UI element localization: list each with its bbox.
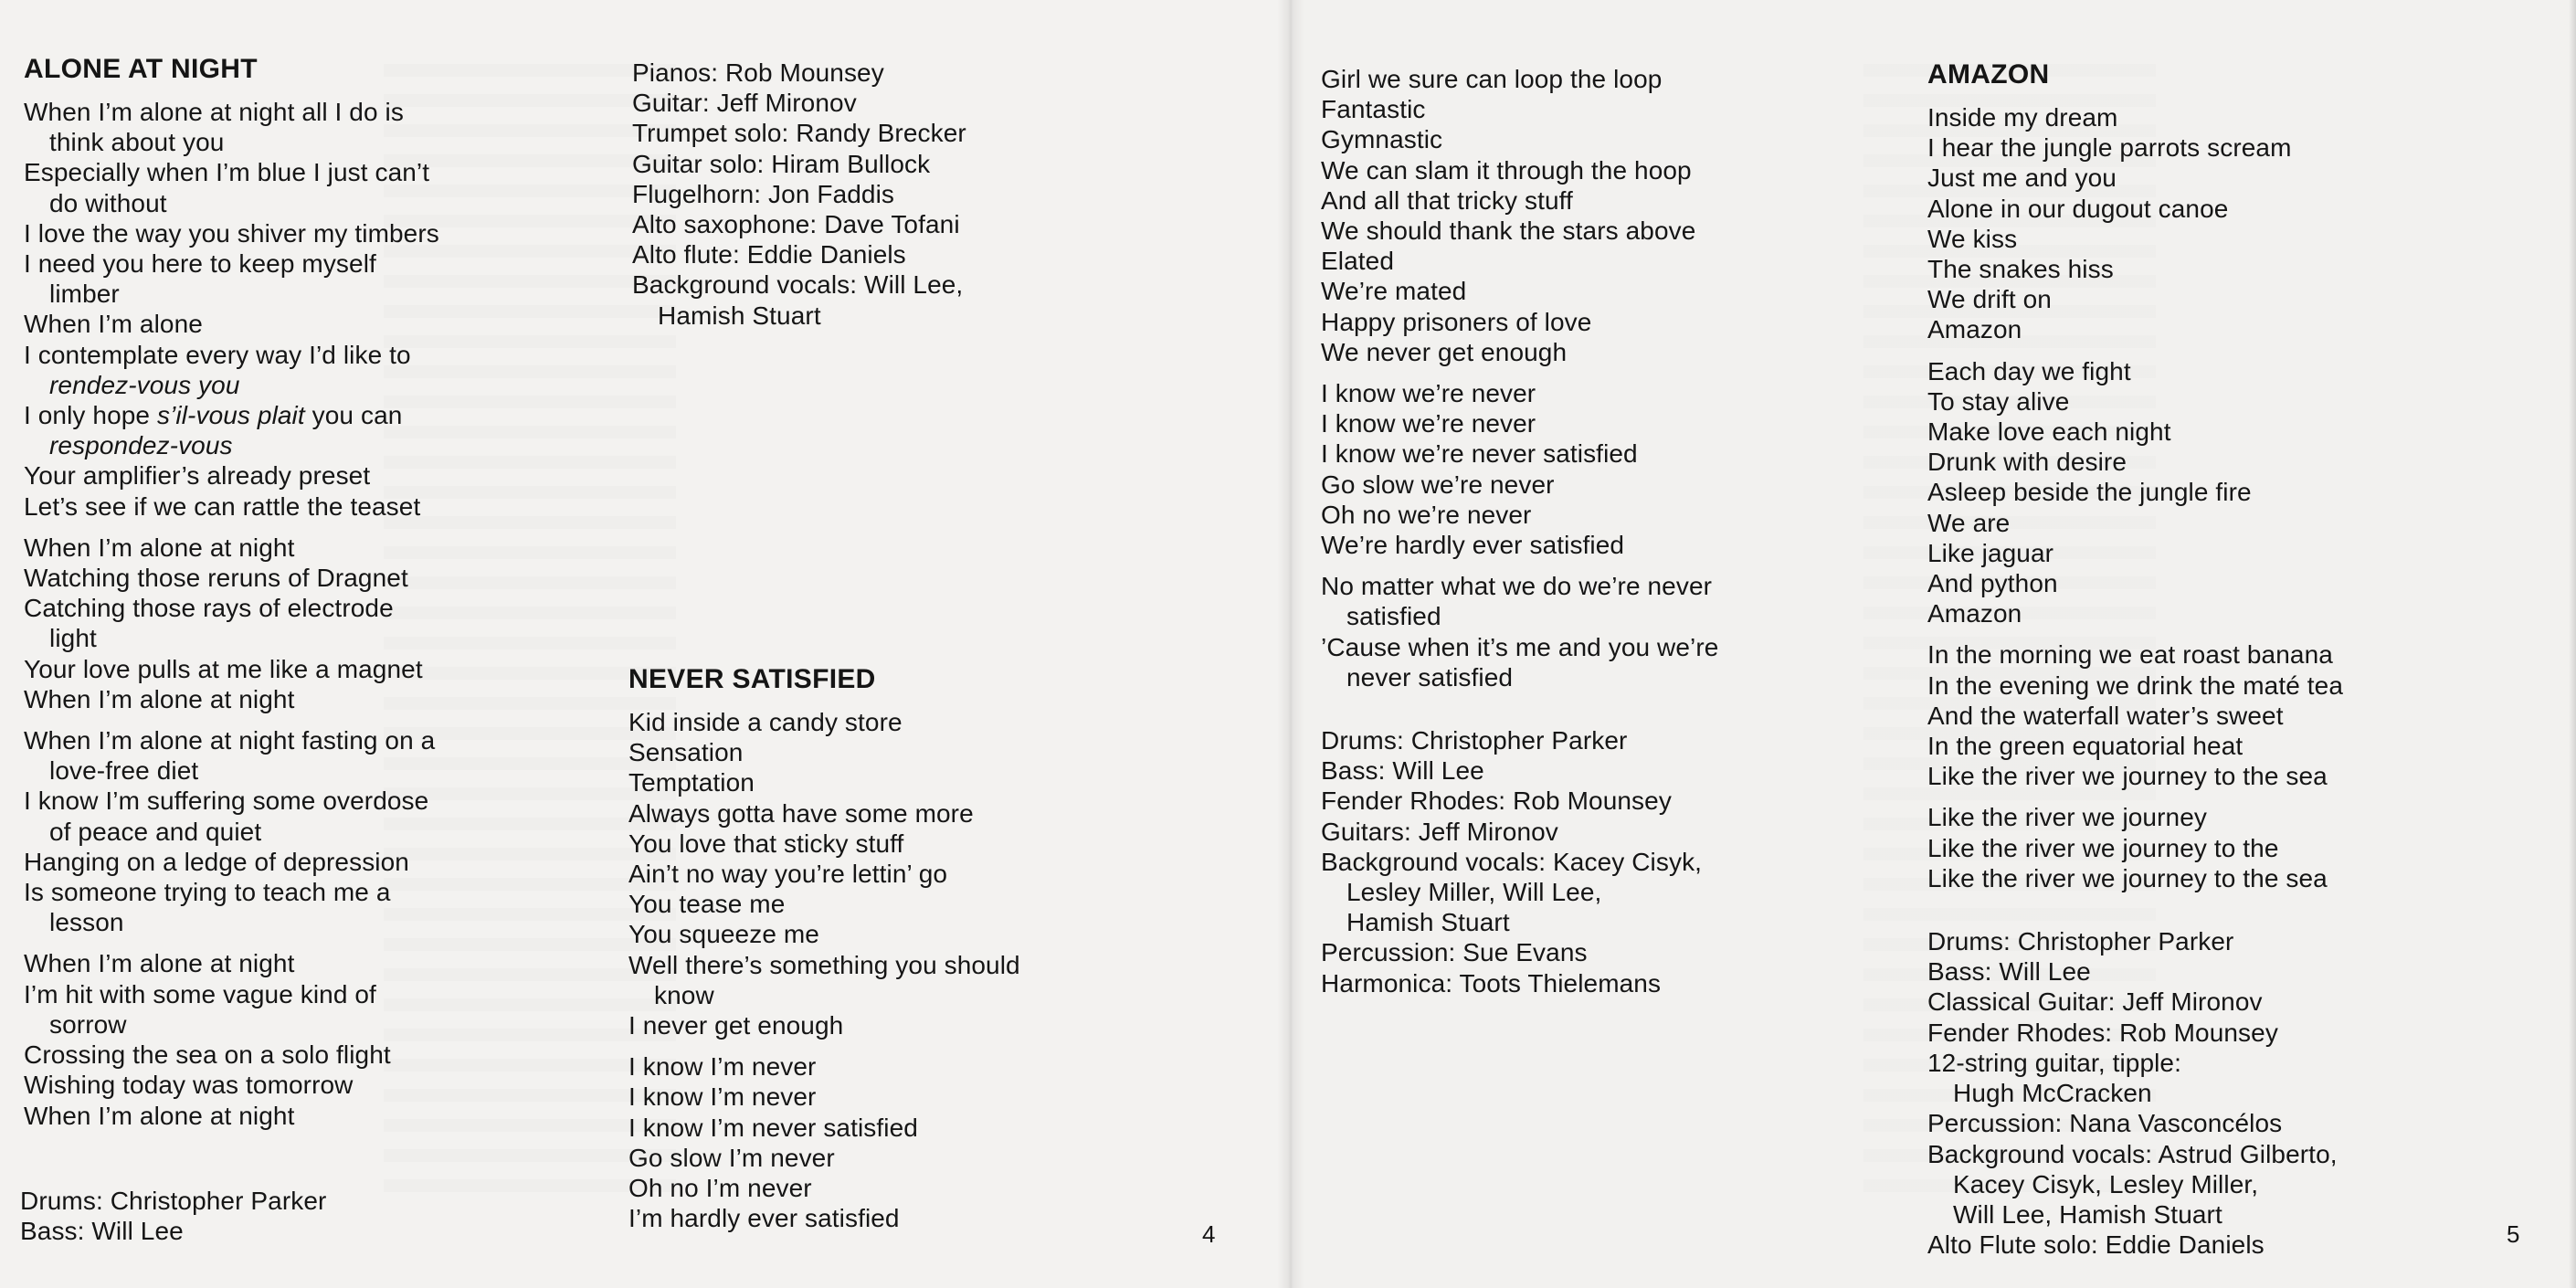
credit-line: Percussion: Nana Vasconcélos bbox=[1927, 1109, 2283, 1138]
lyric-line: Amazon bbox=[1927, 315, 2022, 344]
stanza bbox=[1927, 802, 2439, 893]
lyric-line: Is someone trying to teach me a bbox=[24, 878, 391, 907]
lyric-line: Sensation bbox=[628, 738, 744, 767]
credit-line: Background vocals: Astrud Gilberto, bbox=[1927, 1139, 2338, 1168]
lyric-line: When I’m alone at night all I do is bbox=[24, 98, 404, 126]
stanza bbox=[1321, 64, 1796, 367]
stanza bbox=[1927, 102, 2439, 345]
lyric-line: Happy prisoners of love bbox=[1321, 307, 1592, 336]
lyric-line: We should thank the stars above bbox=[1321, 216, 1696, 246]
lyric-line: You squeeze me bbox=[628, 920, 819, 949]
alone-at-night-column bbox=[24, 51, 499, 1131]
lyric-line: You tease me bbox=[628, 890, 786, 919]
lyric-line: Kid inside a candy store bbox=[628, 708, 903, 736]
lyric-line: Gymnastic bbox=[1321, 125, 1443, 154]
lyric-line: Wishing today was tomorrow bbox=[24, 1071, 354, 1100]
lyric-line: Just me and you bbox=[1927, 164, 2117, 193]
lyric-line: When I’m alone at night bbox=[24, 1101, 295, 1130]
lyric-line: I know I’m never satisfied bbox=[628, 1113, 918, 1142]
credit-line: Alto saxophone: Dave Tofani bbox=[632, 210, 960, 239]
credit-line: Background vocals: Will Lee, bbox=[632, 270, 964, 300]
credit-line: Drums: Christopher Parker bbox=[20, 1187, 327, 1215]
lyric-line: I know we’re never satisfied bbox=[1321, 439, 1638, 469]
lyric-line: love-free diet bbox=[49, 756, 199, 786]
stanza bbox=[1321, 378, 1796, 560]
lyric-line: of peace and quiet bbox=[49, 817, 262, 846]
amazon-column bbox=[1927, 57, 2439, 1260]
stanza bbox=[24, 948, 499, 1130]
credit-line: 12-string guitar, tipple: bbox=[1927, 1048, 2181, 1077]
lyric-line: You love that sticky stuff bbox=[628, 829, 904, 858]
lyric-line: We kiss bbox=[1927, 224, 2018, 253]
lyric-line: When I’m alone at night bbox=[24, 533, 295, 562]
stanza bbox=[628, 707, 1140, 1040]
lyric-line: And python bbox=[1927, 569, 2058, 598]
lyric-line: lesson bbox=[49, 908, 124, 937]
booklet-fold bbox=[1277, 0, 1304, 1288]
lyric-line: I contemplate every way I’d like to bbox=[24, 340, 411, 369]
lyric-line: satisfied bbox=[1346, 602, 1441, 631]
song-title: ALONE AT NIGHT bbox=[24, 54, 258, 84]
lyric-line: When I’m alone at night fasting on a bbox=[24, 726, 436, 755]
lyric-line: Like the river we journey to the bbox=[1927, 833, 2279, 862]
french-phrase: s’il-vous plait bbox=[156, 401, 305, 430]
lyric-line: I need you here to keep myself bbox=[24, 249, 376, 279]
lyric-line bbox=[24, 430, 499, 460]
credits bbox=[1927, 926, 2439, 1260]
lyric-line bbox=[24, 370, 499, 400]
lyric-line: I’m hardly ever satisfied bbox=[628, 1204, 900, 1233]
stanza bbox=[1321, 571, 1796, 692]
lyric-line: I’m hit with some vague kind of bbox=[24, 979, 376, 1008]
lyric-line: Watching those reruns of Dragnet bbox=[24, 564, 408, 593]
lyric-line: I love the way you shiver my timbers bbox=[24, 218, 439, 248]
alone-credits-continued bbox=[632, 58, 1144, 331]
lyric-line: When I’m alone at night bbox=[24, 684, 295, 713]
lyric-line: Go slow I’m never bbox=[628, 1143, 835, 1172]
lyric-line: I hear the jungle parrots scream bbox=[1927, 133, 2292, 163]
credit-line: Background vocals: Kacey Cisyk, bbox=[1321, 847, 1703, 876]
never-satisfied-continued bbox=[1321, 64, 1796, 998]
stanza bbox=[24, 725, 499, 937]
lyric-line: And the waterfall water’s sweet bbox=[1927, 701, 2284, 730]
page-number: 4 bbox=[1202, 1220, 1216, 1248]
lyric-line: Drunk with desire bbox=[1927, 448, 2127, 477]
lyric-line: Like the river we journey bbox=[1927, 803, 2207, 832]
credit-line: Drums: Christopher Parker bbox=[1321, 726, 1628, 755]
credit-line: Alto Flute solo: Eddie Daniels bbox=[1927, 1230, 2265, 1260]
lyric-line: think about you bbox=[49, 128, 225, 157]
lyric-line: light bbox=[49, 624, 97, 653]
lyric-line: do without bbox=[49, 188, 167, 217]
credit-line: Bass: Will Lee bbox=[1927, 957, 2091, 987]
lyric-line: Fantastic bbox=[1321, 95, 1426, 124]
credit-line: Will Lee, Hamish Stuart bbox=[1953, 1199, 2222, 1229]
lyric-line: Oh no I’m never bbox=[628, 1174, 812, 1203]
lyric-line: Your amplifier’s already preset bbox=[24, 461, 371, 491]
lyric-line: Crossing the sea on a solo flight bbox=[24, 1040, 391, 1070]
lyric-line: Always gotta have some more bbox=[628, 798, 974, 828]
stanza bbox=[1927, 639, 2439, 791]
lyric-line: The snakes hiss bbox=[1927, 255, 2114, 284]
lyric-line: Like the river we journey to the sea bbox=[1927, 762, 2328, 791]
lyric-line: I know I’m suffering some overdose bbox=[24, 787, 429, 816]
credit-line: Lesley Miller, Will Lee, bbox=[1346, 878, 1602, 907]
lyric-line: Amazon bbox=[1927, 599, 2022, 628]
credit-line: Bass: Will Lee bbox=[1321, 756, 1484, 786]
lyric-line: Like jaguar bbox=[1927, 538, 2054, 567]
lyric-line: To stay alive bbox=[1927, 386, 2070, 416]
stanza bbox=[24, 97, 499, 522]
lyric-line: never satisfied bbox=[1346, 662, 1514, 692]
french-phrase: rendez-vous you bbox=[49, 370, 240, 399]
lyric-line: We are bbox=[1927, 508, 2011, 537]
lyric-line: Your love pulls at me like a magnet bbox=[24, 654, 423, 683]
credit-line: Guitars: Jeff Mironov bbox=[1321, 817, 1558, 846]
credit-line: Kacey Cisyk, Lesley Miller, bbox=[1953, 1169, 2259, 1198]
lyric-line: Well there’s something you should bbox=[628, 950, 1020, 979]
lyric-line: Ain’t no way you’re lettin’ go bbox=[628, 860, 948, 889]
stanza bbox=[24, 533, 499, 714]
stanza bbox=[1927, 356, 2439, 629]
lyric-line: We never get enough bbox=[1321, 337, 1568, 366]
credit-line: Drums: Christopher Parker bbox=[1927, 927, 2234, 956]
lyric-line: Let’s see if we can rattle the teaset bbox=[24, 491, 421, 521]
alone-at-night-credits bbox=[20, 1186, 495, 1246]
lyric-line: know bbox=[654, 980, 714, 1009]
lyric-line: Inside my dream bbox=[1927, 103, 2118, 132]
lyric-line: We’re mated bbox=[1321, 277, 1467, 306]
lyric-line: I know I’m never bbox=[628, 1052, 817, 1082]
lyric-line: ’Cause when it’s me and you we’re bbox=[1321, 632, 1719, 661]
lyric-line: And all that tricky stuff bbox=[1321, 185, 1573, 215]
lyric-line: Alone in our dugout canoe bbox=[1927, 194, 2229, 223]
credit-line: Harmonica: Toots Thielemans bbox=[1321, 968, 1662, 998]
lyric-line: Like the river we journey to the sea bbox=[1927, 863, 2328, 892]
lyric-line: When I’m alone bbox=[24, 310, 203, 339]
credit-line: Fender Rhodes: Rob Mounsey bbox=[1321, 787, 1672, 816]
lyric-line: sorrow bbox=[49, 1009, 127, 1039]
never-satisfied-column bbox=[628, 661, 1140, 1233]
credit-line: Bass: Will Lee bbox=[20, 1217, 184, 1246]
lyric-line: Hanging on a ledge of depression bbox=[24, 847, 409, 876]
lyric-line: Elated bbox=[1321, 247, 1394, 276]
lyric-line: Go slow we’re never bbox=[1321, 470, 1555, 499]
credit-line: Hugh McCracken bbox=[1953, 1079, 2152, 1108]
page-number: 5 bbox=[2507, 1220, 2520, 1248]
lyric-line: We’re hardly ever satisfied bbox=[1321, 531, 1625, 560]
french-phrase: respondez-vous bbox=[49, 431, 233, 460]
page-edge-shadow bbox=[2569, 0, 2576, 1288]
lyric-line: limber bbox=[49, 280, 120, 309]
lyric-line: Catching those rays of electrode bbox=[24, 594, 394, 623]
credit-line: Percussion: Sue Evans bbox=[1321, 938, 1588, 967]
lyric-line: In the morning we eat roast banana bbox=[1927, 640, 2333, 670]
song-title: AMAZON bbox=[1927, 59, 2050, 90]
lyric-line: I know I’m never bbox=[628, 1082, 817, 1112]
lyric-line: I know we’re never bbox=[1321, 409, 1536, 438]
stanza bbox=[628, 1051, 1140, 1233]
credit-line: Hamish Stuart bbox=[1346, 908, 1510, 937]
credit-line: Hamish Stuart bbox=[658, 301, 821, 330]
song-title: NEVER SATISFIED bbox=[628, 664, 876, 694]
lyric-line: In the evening we drink the maté tea bbox=[1927, 670, 2343, 700]
credit-line: Flugelhorn: Jon Faddis bbox=[632, 179, 895, 208]
credit-line: Alto flute: Eddie Daniels bbox=[632, 240, 906, 269]
credit-line: Guitar: Jeff Mironov bbox=[632, 89, 857, 118]
lyric-line: In the green equatorial heat bbox=[1927, 732, 2243, 761]
credit-line: Trumpet solo: Randy Brecker bbox=[632, 119, 966, 148]
lyric-line: Oh no we’re never bbox=[1321, 500, 1532, 529]
credits bbox=[1321, 725, 1796, 998]
lyric-line: We can slam it through the hoop bbox=[1321, 155, 1692, 185]
lyric-line: No matter what we do we’re never bbox=[1321, 572, 1713, 601]
lyric-line: We drift on bbox=[1927, 285, 2052, 314]
lyric-line: I only hope s’il-vous plait you can bbox=[24, 401, 403, 430]
lyric-line: Temptation bbox=[628, 768, 755, 797]
lyric-line: When I’m alone at night bbox=[24, 949, 295, 978]
lyric-line: Girl we sure can loop the loop bbox=[1321, 65, 1663, 93]
lyric-line: Especially when I’m blue I just can’t bbox=[24, 158, 430, 187]
credit-line: Guitar solo: Hiram Bullock bbox=[632, 149, 931, 178]
lyric-line: I know we’re never bbox=[1321, 379, 1536, 408]
lyric-line: I never get enough bbox=[628, 1011, 844, 1040]
lyric-line: Asleep beside the jungle fire bbox=[1927, 478, 2252, 507]
credit-line: Fender Rhodes: Rob Mounsey bbox=[1927, 1018, 2278, 1047]
credit-line: Pianos: Rob Mounsey bbox=[632, 58, 884, 87]
lyric-line: Each day we fight bbox=[1927, 356, 2131, 385]
credit-line: Classical Guitar: Jeff Mironov bbox=[1927, 987, 2263, 1017]
lyric-line: Make love each night bbox=[1927, 417, 2171, 447]
